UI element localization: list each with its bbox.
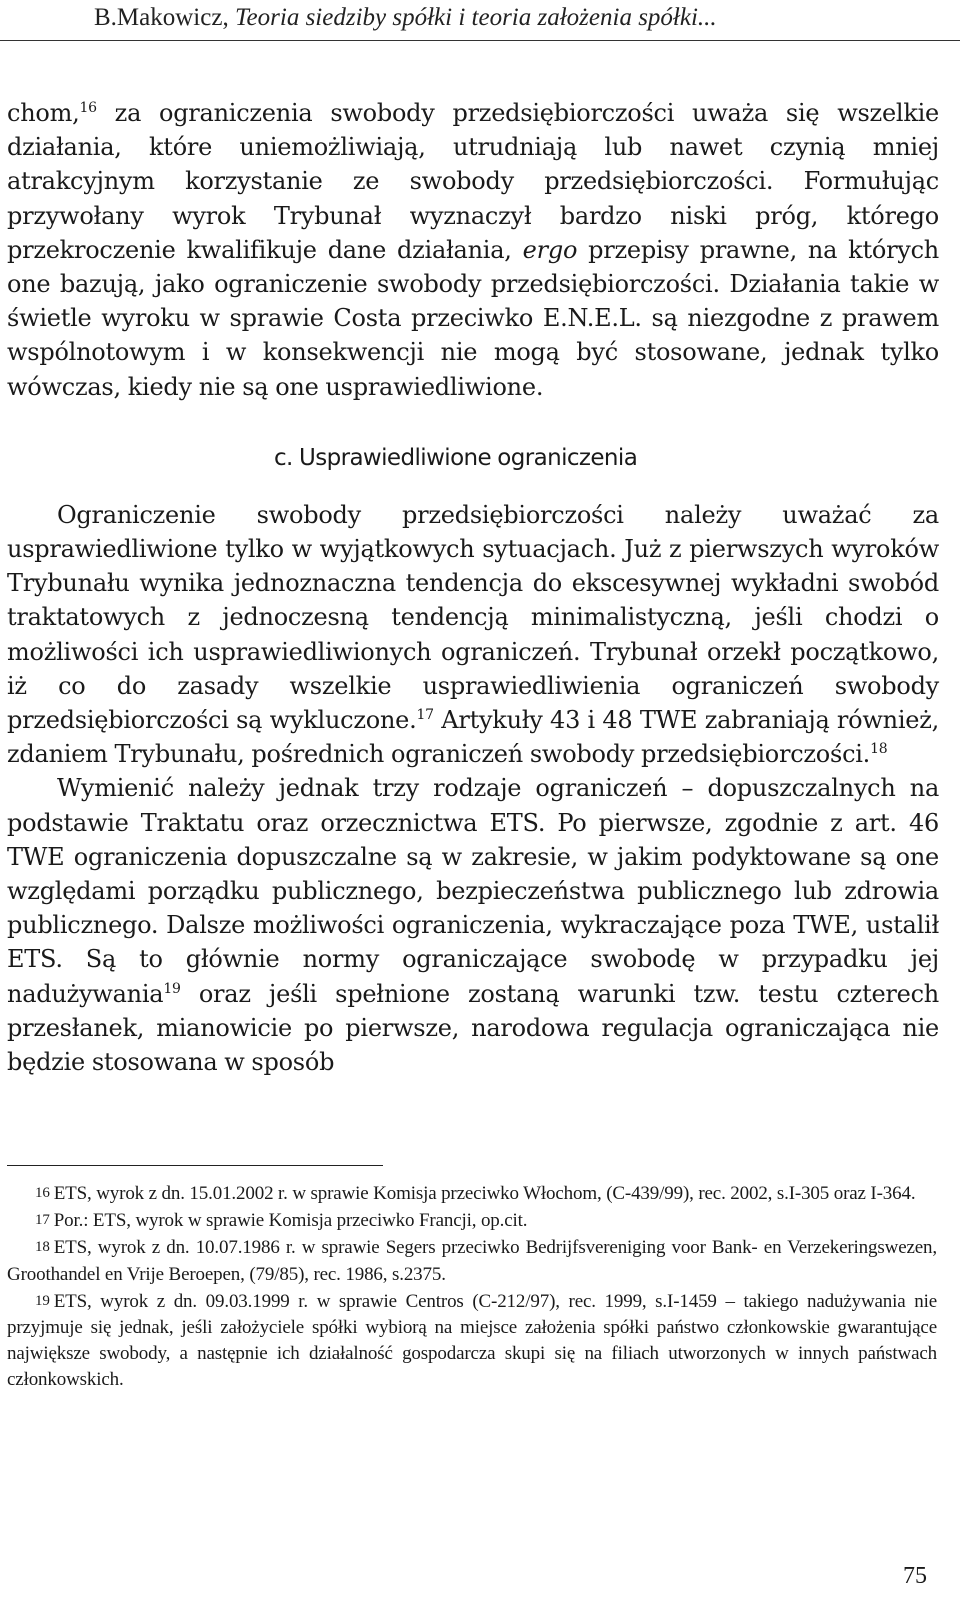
footnote-text: ETS, wyrok z dn. 09.03.1999 r. w sprawie Centros (C-212/97), rec. 1999, s.I-1459 – takiego nadużywania nie przyjmuje się jednak, jeśli założyciele spółki wybiorą na miejsce założenia spółki państwo członkowskie gwarantujące największe swobody, a następnie ich działalność gospodarcza skupi się na filiach utworzonych w innych państwach członkowskich. bbox=[7, 1290, 937, 1391]
main-text bbox=[7, 96, 939, 1079]
footnote-number: 18 bbox=[35, 1239, 50, 1256]
paragraph-1-text-a: chom, bbox=[7, 99, 80, 127]
footnote-number: 16 bbox=[35, 1185, 50, 1201]
footnote-text: ETS, wyrok z dn. 10.07.1986 r. w sprawie Segers przeciwko Bedrijfsvereniging voor Bank- en Verzekeringswezen, Groothandel en Vrije Beroepen, (79/85), rec. 1986, s.2375. bbox=[7, 1237, 937, 1285]
paragraph-1-text-c: przepisy prawne, na których one bazują, jako ograniczenie swobody przedsiębiorczości. Działania takie w świetle wyroku w sprawie Costa przeciwko E.N.E.L. są niezgodne z prawem wspólnotowym i w konsekwencji nie mogą być stosowane, jednak tylko wówczas, kiedy nie są one usprawiedliwione. bbox=[7, 235, 939, 401]
header-author: B.Makowicz, bbox=[94, 4, 235, 31]
paragraph-2-text-b: Artykuły 43 i 48 TWE zabraniają również, zdaniem Trybunału, pośrednich ograniczeń swobody przedsiębiorczości. bbox=[7, 706, 940, 769]
footnote-ref-16[interactable]: 16 bbox=[79, 100, 97, 116]
ergo-term: ergo bbox=[522, 235, 578, 264]
footnote-divider bbox=[7, 1165, 383, 1166]
footnote-19 bbox=[7, 1288, 937, 1394]
footnote-18 bbox=[7, 1234, 937, 1287]
footnotes bbox=[7, 1180, 937, 1394]
header-divider bbox=[0, 40, 960, 41]
paragraph-3-text-a: Wymienić należy jednak trzy rodzaje ograniczeń – dopuszczalnych na podstawie Traktatu oraz orzecznictwa ETS. Po pierwsze, zgodnie z art. 46 TWE ograniczenia dopuszczalne są w zakresie, w jakim podyktowane są one względami porządku publicznego, bezpieczeństwa publicznego lub zdrowia publicznego. Dalsze możliwości ograniczenia, wykraczające poza TWE, ustalił ETS. Są to głównie normy ograniczające swobodę w przypadku jej nadużywania bbox=[7, 774, 939, 1008]
section-heading: c. Usprawiedliwione ograniczenia bbox=[274, 444, 638, 471]
footnote-17 bbox=[7, 1207, 937, 1234]
paragraph-1 bbox=[7, 96, 939, 404]
paragraph-1-text-b: za ograniczenia swobody przedsiębiorczości uważa się wszelkie działania, które uniemożliwiają, utrudniają lub nawet czynią mniej atrakcyjnym korzystanie ze swobody przedsiębiorczości. Formułując przywołany wyrok Trybunał wyznaczył bardzo niski próg, którego przekroczenie kwalifikuje dane działania, bbox=[7, 99, 939, 264]
footnote-ref-18[interactable]: 18 bbox=[870, 741, 888, 758]
running-header bbox=[0, 0, 960, 36]
footnote-ref-17[interactable]: 17 bbox=[416, 707, 434, 724]
paragraph-2-text-a: Ograniczenie swobody przedsiębiorczości należy uważać za usprawiedliwione tylko w wyjątkowych sytuacjach. Już z pierwszych wyroków Trybunału wynika jednoznaczna tendencja do ekscesywnej wykładni swobód traktatowych z jednoczesną tendencją minimalistyczną, jeśli chodzi o możliwości ich usprawiedliwionych ograniczeń. Trybunał orzekł początkowo, iż co do zasady wszelkie usprawiedliwienia ograniczeń swobody przedsiębiorczości są wykluczone. bbox=[7, 500, 939, 735]
footnote-text: ETS, wyrok z dn. 15.01.2002 r. w sprawie Komisja przeciwko Włochom, (C-439/99), rec. 2002, s.I-305 oraz I-364. bbox=[53, 1183, 916, 1204]
page-number: 75 bbox=[903, 1563, 927, 1589]
footnote-text: Por.: ETS, wyrok w sprawie Komisja przeciwko Francji, op.cit. bbox=[53, 1210, 528, 1232]
footnote-number: 17 bbox=[35, 1212, 50, 1229]
header-title: Teoria siedziby spółki i teoria założenia spółki... bbox=[234, 4, 717, 31]
paragraph-3-text-b: oraz jeśli spełnione zostaną warunki tzw. testu czterech przesłanek, mianowicie po pierwsze, narodowa regulacja ograniczająca nie będzie stosowana w sposób bbox=[7, 979, 939, 1077]
paragraph-2 bbox=[7, 498, 939, 772]
paragraph-3 bbox=[7, 771, 939, 1079]
footnote-ref-19[interactable]: 19 bbox=[163, 980, 181, 997]
footnote-number: 19 bbox=[35, 1292, 50, 1309]
footnote-16 bbox=[7, 1180, 937, 1207]
